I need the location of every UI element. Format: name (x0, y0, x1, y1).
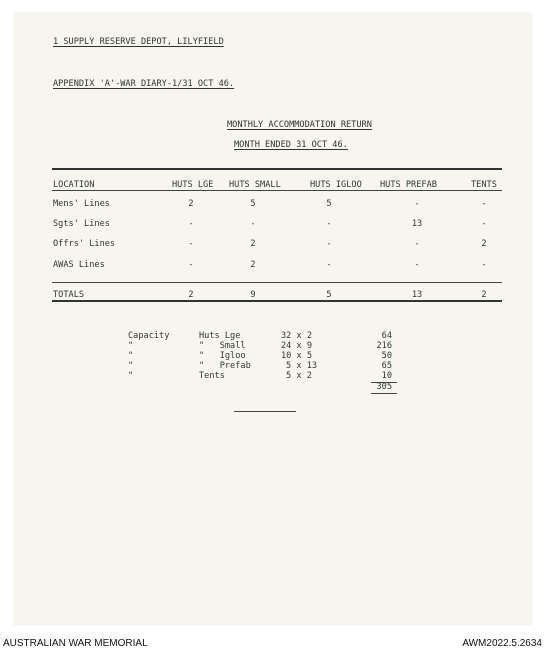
row-location: Mens' Lines (53, 199, 110, 209)
row-location: Sgts' Lines (53, 219, 110, 229)
row-cell: 5 (250, 199, 256, 209)
row-cell: 5 (326, 199, 332, 209)
capacity-type: Huts Lge (199, 331, 241, 341)
capacity-calc: 5 x 2 (286, 371, 312, 381)
column-header-huts-small: HUTS SMALL (229, 180, 281, 190)
row-cell: - (481, 199, 487, 209)
totals-bottom-rule (52, 300, 502, 302)
capacity-value: 10 (381, 371, 392, 381)
row-cell: 13 (411, 219, 423, 229)
row-cell: 2 (250, 239, 256, 249)
capacity-value: 64 (381, 331, 392, 341)
capacity-ditto: " (128, 361, 134, 371)
capacity-value: 50 (381, 351, 392, 361)
row-cell: - (414, 239, 420, 249)
column-header-huts-prefab: HUTS PREFAB (380, 180, 437, 190)
column-header-huts-lge: HUTS LGE (172, 180, 214, 190)
document-title: MONTHLY ACCOMMODATION RETURN (227, 120, 372, 130)
capacity-ditto: " (128, 341, 134, 351)
row-cell: - (481, 219, 487, 229)
row-cell: - (326, 219, 332, 229)
footer-accession-number: AWM2022.5.2634 (462, 638, 542, 649)
capacity-type: Tents (199, 371, 225, 381)
totals-cell: 5 (326, 290, 332, 300)
totals-label: TOTALS (53, 290, 85, 300)
capacity-type: " Prefab (199, 361, 251, 371)
capacity-ditto: " (128, 371, 134, 381)
totals-cell: 2 (481, 290, 487, 300)
capacity-total: 305 (376, 382, 392, 392)
capacity-calc: 24 x 9 (281, 341, 313, 351)
row-location: Offrs' Lines (53, 239, 116, 249)
row-cell: - (414, 260, 420, 270)
capacity-ditto: " (128, 351, 134, 361)
column-header-tents: TENTS (471, 180, 497, 190)
capacity-value: 65 (381, 361, 392, 371)
row-cell: - (188, 239, 194, 249)
footer-credit: AUSTRALIAN WAR MEMORIAL (3, 638, 148, 649)
row-location: AWAS Lines (53, 260, 105, 270)
header-underline (52, 190, 502, 191)
capacity-calc: 5 x 13 (286, 361, 318, 371)
totals-cell: 2 (188, 290, 194, 300)
closing-rule (234, 411, 296, 412)
appendix-reference: APPENDIX 'A'-WAR DIARY-1/31 OCT 46. (53, 79, 235, 89)
row-cell: 2 (250, 260, 256, 270)
row-cell: - (326, 239, 332, 249)
sum-rule-bottom (371, 393, 397, 394)
totals-top-rule (52, 282, 502, 283)
totals-cell: 13 (411, 290, 423, 300)
table-top-rule (52, 168, 502, 170)
row-cell: - (188, 219, 194, 229)
capacity-type: " Igloo (199, 351, 246, 361)
row-cell: 2 (481, 239, 487, 249)
unit-header: 1 SUPPLY RESERVE DEPOT, LILYFIELD (53, 37, 224, 47)
row-cell: - (326, 260, 332, 270)
row-cell: - (414, 199, 420, 209)
capacity-label: Capacity (128, 331, 170, 341)
row-cell: 2 (188, 199, 194, 209)
row-cell: - (188, 260, 194, 270)
document-subtitle: MONTH ENDED 31 OCT 46. (234, 140, 348, 150)
capacity-calc: 32 x 2 (281, 331, 313, 341)
capacity-value: 216 (376, 341, 392, 351)
capacity-type: " Small (199, 341, 246, 351)
column-header-huts-igloo: HUTS IGLOO (310, 180, 362, 190)
capacity-calc: 10 x 5 (281, 351, 313, 361)
column-header-location: LOCATION (53, 180, 95, 190)
document-page (14, 13, 532, 625)
row-cell: - (250, 219, 256, 229)
row-cell: - (481, 260, 487, 270)
totals-cell: 9 (250, 290, 256, 300)
